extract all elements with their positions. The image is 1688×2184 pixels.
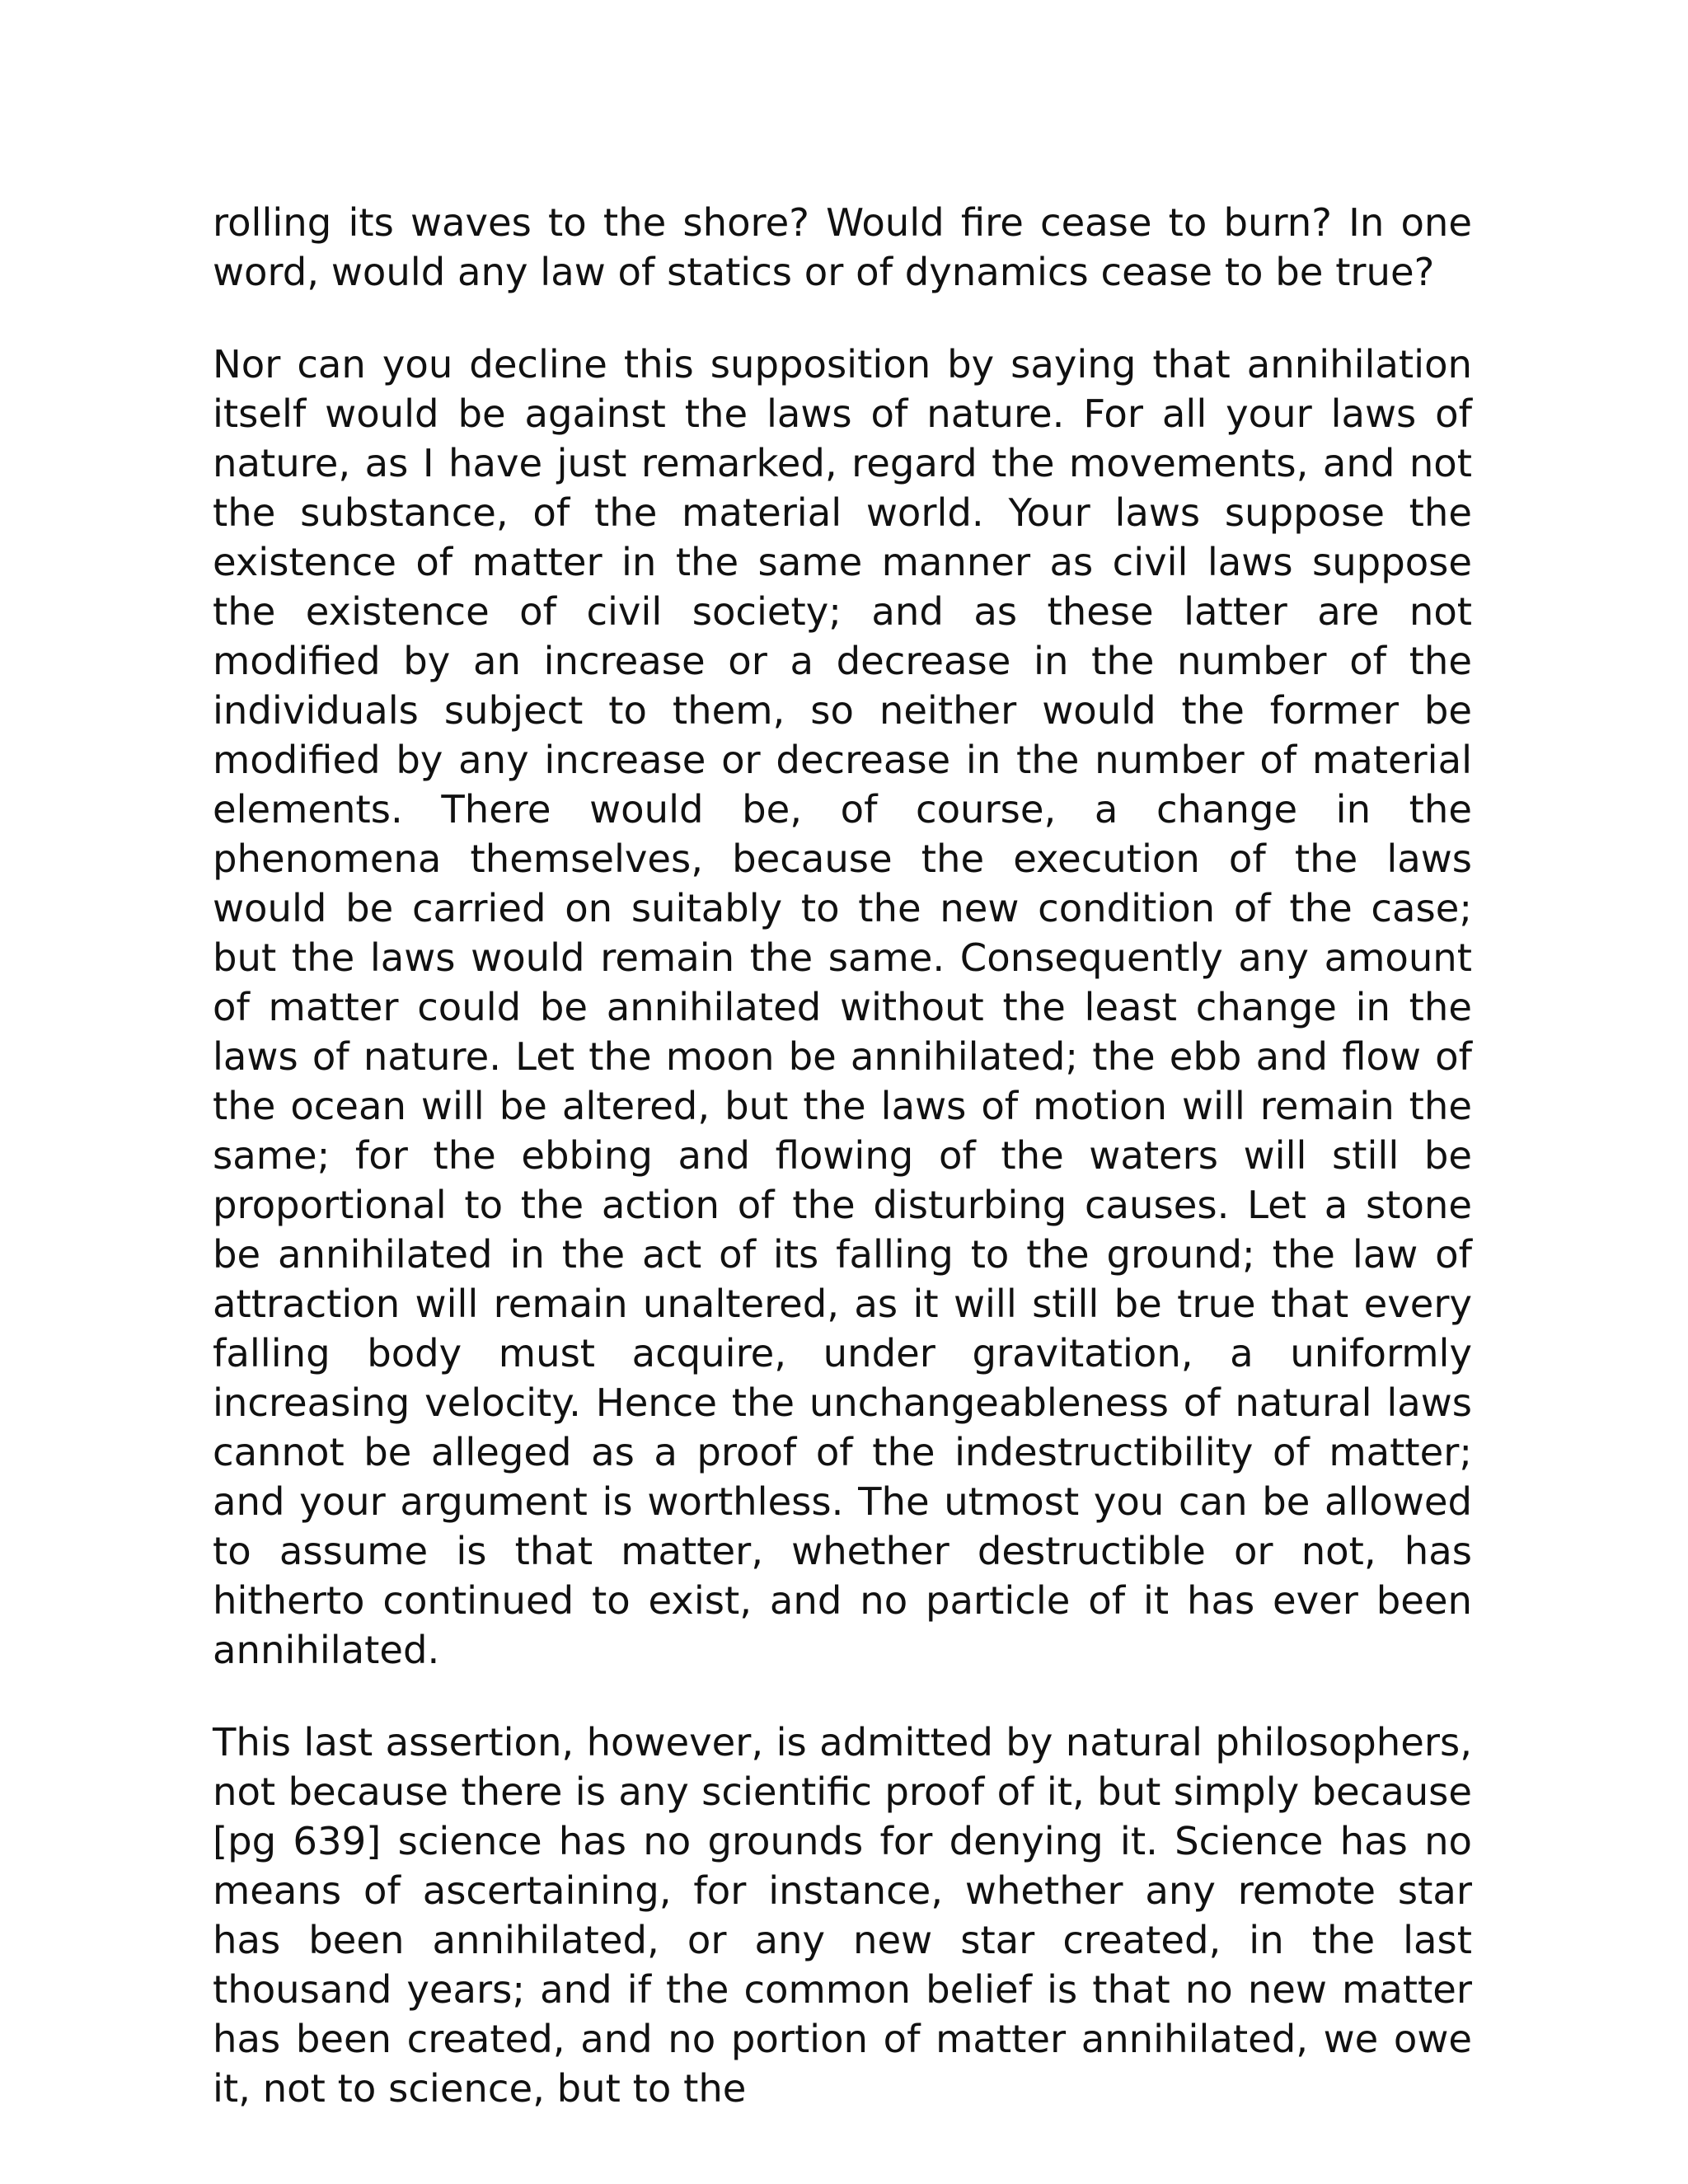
text-column [213,198,1472,2113]
paragraph-3: This last assertion, however, is admitted by natural philosophers, not because there is any scientific proof of it, but simply because [pg 639] science has no grounds for denying it. Science has no means of ascertaining, for instance, whether any remote star has been annihilated, or any new star created, in the last thousand years; and if the common belief is that no new matter has been created, and no portion of matter annihilated, we owe it, not to science, but to the [213,1720,1472,2111]
paragraph-1: rolling its waves to the shore? Would fire cease to burn? In one word, would any law of statics or of dynamics cease to be true? [213,200,1472,294]
paragraph-2: Nor can you decline this supposition by saying that annihilation itself would be against the laws of nature. For all your laws of nature, as I have just remarked, regard the movements, and not the substance, of the material world. Your laws suppose the existence of matter in the same manner as civil laws suppose the existence of civil society; and as these latter are not modified by an increase or a decrease in the number of the individuals subject to them, so neither would the former be modified by any increase or decrease in the number of material elements. There would be, of course, a change in the phenomena themselves, because the execution of the laws would be carried on suitably to the new condition of the case; but the laws would remain the same. Consequently any amount of matter could be annihilated without the least change in the laws of nature. Let the moon be annihilated; the ebb and flow of the ocean will be altered, but the laws of motion will remain the same; for the ebbing and flowing of the waters will still be proportional to the action of the disturbing causes. Let a stone be annihilated in the act of its falling to the ground; the law of attraction will remain unaltered, as it will still be true that every falling body must acquire, under gravitation, a uniformly increasing velocity. Hence the unchangeableness of natural laws cannot be alleged as a proof of the indestructibility of matter; and your argument is worthless. The utmost you can be allowed to assume is that matter, whether destructible or not, has hitherto continued to exist, and no particle of it has ever been annihilated. [213,342,1472,1672]
